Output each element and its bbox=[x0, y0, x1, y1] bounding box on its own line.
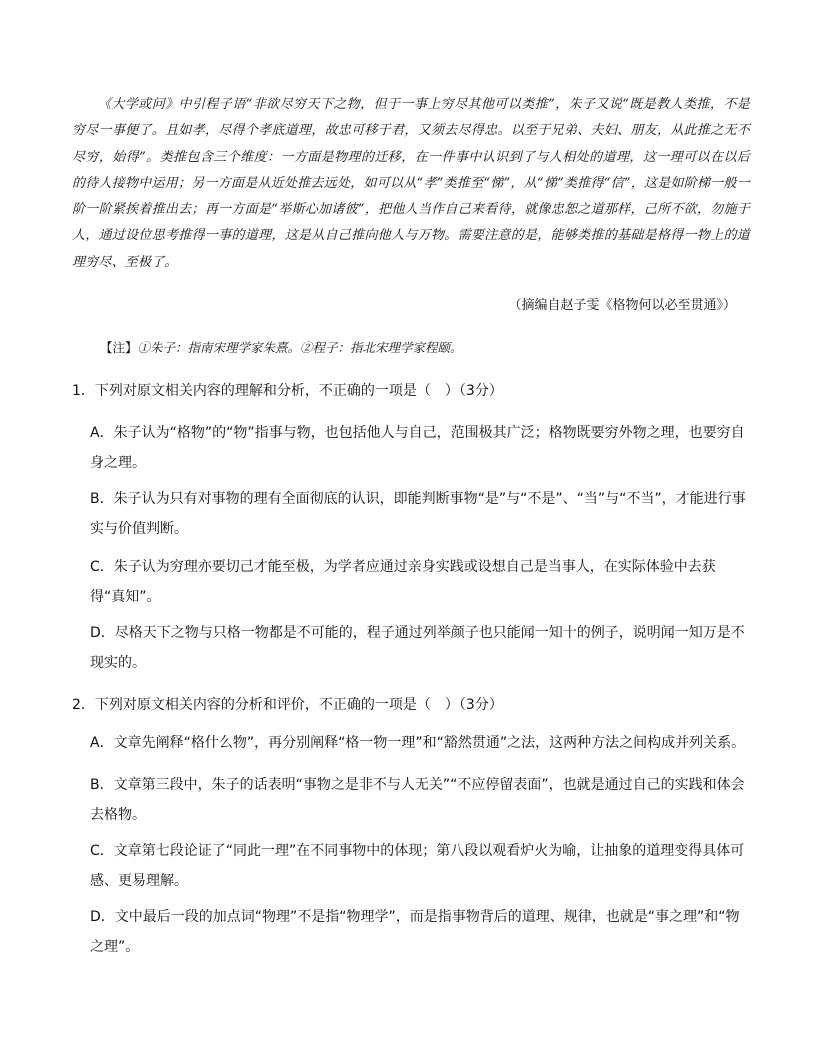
question-2-option-d: D．文中最后一段的加点词“物理”不是指“物理学”，而是指事物背后的道理、规律，也就是“事之理”和“物之理”。 bbox=[90, 909, 740, 955]
question-1-option-c: C．朱子认为穷理亦要切己才能至极，为学者应通过亲身实践或设想自己是当事人，在实际体验中去获得“真知”。 bbox=[90, 559, 716, 605]
question-2-option-c: C．文章第七段论证了“同此一理”在不同事物中的体现；第八段以观看炉火为喻，让抽象的道理变得具体可感、更易理解。 bbox=[90, 843, 745, 889]
question-1-option-a: A．朱子认为“格物”的“物”指事与物，也包括他人与自己，范围极其广泛；格物既要穷外物之理，也要穷自身之理。 bbox=[90, 425, 745, 471]
question-2-option-b: B．文章第三段中，朱子的话表明“事物之是非不与人无关”“不应停留表面”，也就是通过自己的实践和体会去格物。 bbox=[90, 777, 745, 823]
question-1-option-d: D．尽格天下之物与只格一物都是不可能的，程子通过列举颜子也只能闻一知十的例子，说明闻一知万是不现实的。 bbox=[90, 625, 745, 671]
reading-passage bbox=[72, 92, 750, 276]
note-tag: 【注】 bbox=[100, 340, 138, 355]
passage-paragraph: 《大学或问》中引程子语“非欲尽穷天下之物，但于一事上穷尽其他可以类推”，朱子又说“既是教人类推，不是穷尽一事便了。且如孝，尽得个孝底道理，故忠可移于君，又须去尽得忠。以至于兄弟、夫妇、朋友，从此推之无不尽穷，始得”。类推包含三个维度：一方面是物理的迁移，在一件事中认识到了与人相处的道理，这一理可以在以后的待人接物中运用；另一方面是从近处推去远处，如可以从“孝”类推至“悌”，从“悌”类推得“信”，这是如阶梯一般一阶一阶紧挨着推出去；再一方面是“举斯心加诸彼”，把他人当作自己来看待，就像忠恕之道那样，己所不欲，勿施于人，通过设位思考推得一事的道理，这是从自己推向他人与万物。需要注意的是，能够类推的基础是格得一物上的道理穷尽、至极了。 bbox=[72, 97, 750, 270]
source-citation: （摘编自赵子雯《格物何以必至贯通》） bbox=[508, 298, 736, 313]
annotation-note bbox=[100, 338, 463, 356]
note-text: ①朱子：指南宋理学家朱熹。②程子：指北宋理学家程颐。 bbox=[137, 340, 463, 355]
question-2-stem: 2．下列对原文相关内容的分析和评价，不正确的一项是（ ）（3分） bbox=[72, 697, 503, 713]
question-1-option-b: B．朱子认为只有对事物的理有全面彻底的认识，即能判断事物“是”与“不是”、“当”与“不当”，才能进行事实与价值判断。 bbox=[90, 491, 746, 537]
question-1-stem: 1．下列对原文相关内容的理解和分析，不正确的一项是（ ）（3分） bbox=[72, 383, 503, 399]
question-2-option-a: A．文章先阐释“格什么物”，再分别阐释“格一物一理”和“豁然贯通”之法，这两种方法之间构成并列关系。 bbox=[90, 735, 746, 751]
